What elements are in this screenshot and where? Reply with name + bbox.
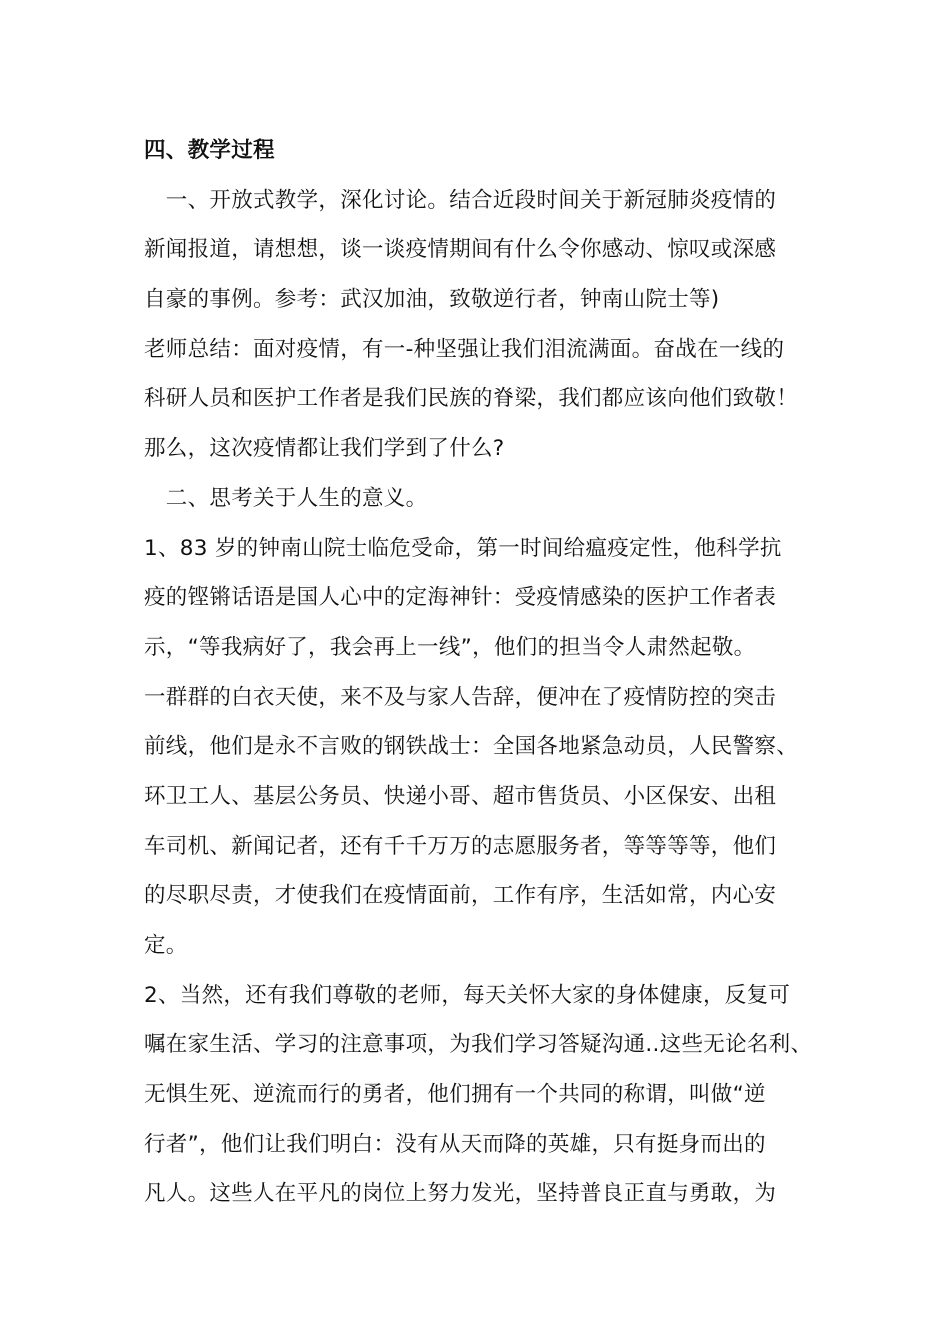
- paragraph-line: 1、83 岁的钟南山院士临危受命，第一时间给瘟疫定性，他科学抗: [144, 535, 782, 561]
- paragraph-line: 科研人员和医护工作者是我们民族的脊梁，我们都应该向他们致敬！: [144, 386, 799, 412]
- paragraph-line: 车司机、新闻记者，还有千千万万的志愿服务者，等等等等，他们: [144, 833, 777, 859]
- paragraph-line: 疫的铿锵话语是国人心中的定海神针：受疫情感染的医护工作者表: [144, 585, 777, 611]
- paragraph-line: 2、当然，还有我们尊敬的老师，每天关怀大家的身体健康，反复可: [144, 982, 791, 1008]
- paragraph-line: 定。: [144, 933, 188, 958]
- paragraph-line: 示，“等我病好了，我会再上一线”，他们的担当令人肃然起敬。: [144, 634, 756, 660]
- paragraph-line: 的尽职尽责，才使我们在疫情面前，工作有序，生活如常，内心安: [144, 883, 777, 909]
- paragraph-line: 老师总结：面对疫情，有一-种坚强让我们泪流满面。奋战在一线的: [144, 336, 785, 362]
- paragraph-line: 嘱在家生活、学习的注意事项，为我们学习答疑沟通..这些无论名利、: [144, 1032, 813, 1058]
- paragraph-line: 环卫工人、基层公务员、快递小哥、超市售货员、小区保安、出租: [144, 783, 777, 809]
- paragraph-line: 行者”，他们让我们明白：没有从天而降的英雄，只有挺身而出的: [144, 1131, 766, 1157]
- paragraph-line: 无惧生死、逆流而行的勇者，他们拥有一个共同的称谓，叫做“逆: [144, 1082, 766, 1108]
- paragraph-line: 自豪的事例。参考：武汉加油，致敬逆行者，钟南山院士等): [144, 287, 720, 313]
- section-heading: 四、教学过程: [144, 138, 275, 163]
- paragraph-line: 二、思考关于人生的意义。: [144, 485, 428, 511]
- paragraph-line: 新闻报道，请想想，谈一谈疫情期间有什么令你感动、惊叹或深感: [144, 237, 777, 263]
- document-page: [144, 126, 824, 1219]
- paragraph-line: 一群群的白衣天使，来不及与家人告辞，便冲在了疫情防控的突击: [144, 684, 777, 710]
- paragraph-line: 前线，他们是永不言败的钢铁战士：全国各地紧急动员，人民警察、: [144, 734, 799, 760]
- paragraph-line: 那么，这次疫情都让我们学到了什么?: [144, 436, 505, 462]
- paragraph-line: 凡人。这些人在平凡的岗位上努力发光，坚持普良正直与勇敢，为: [144, 1181, 777, 1207]
- paragraph-line: 一、开放式教学，深化讨论。结合近段时间关于新冠肺炎疫情的: [144, 187, 777, 213]
